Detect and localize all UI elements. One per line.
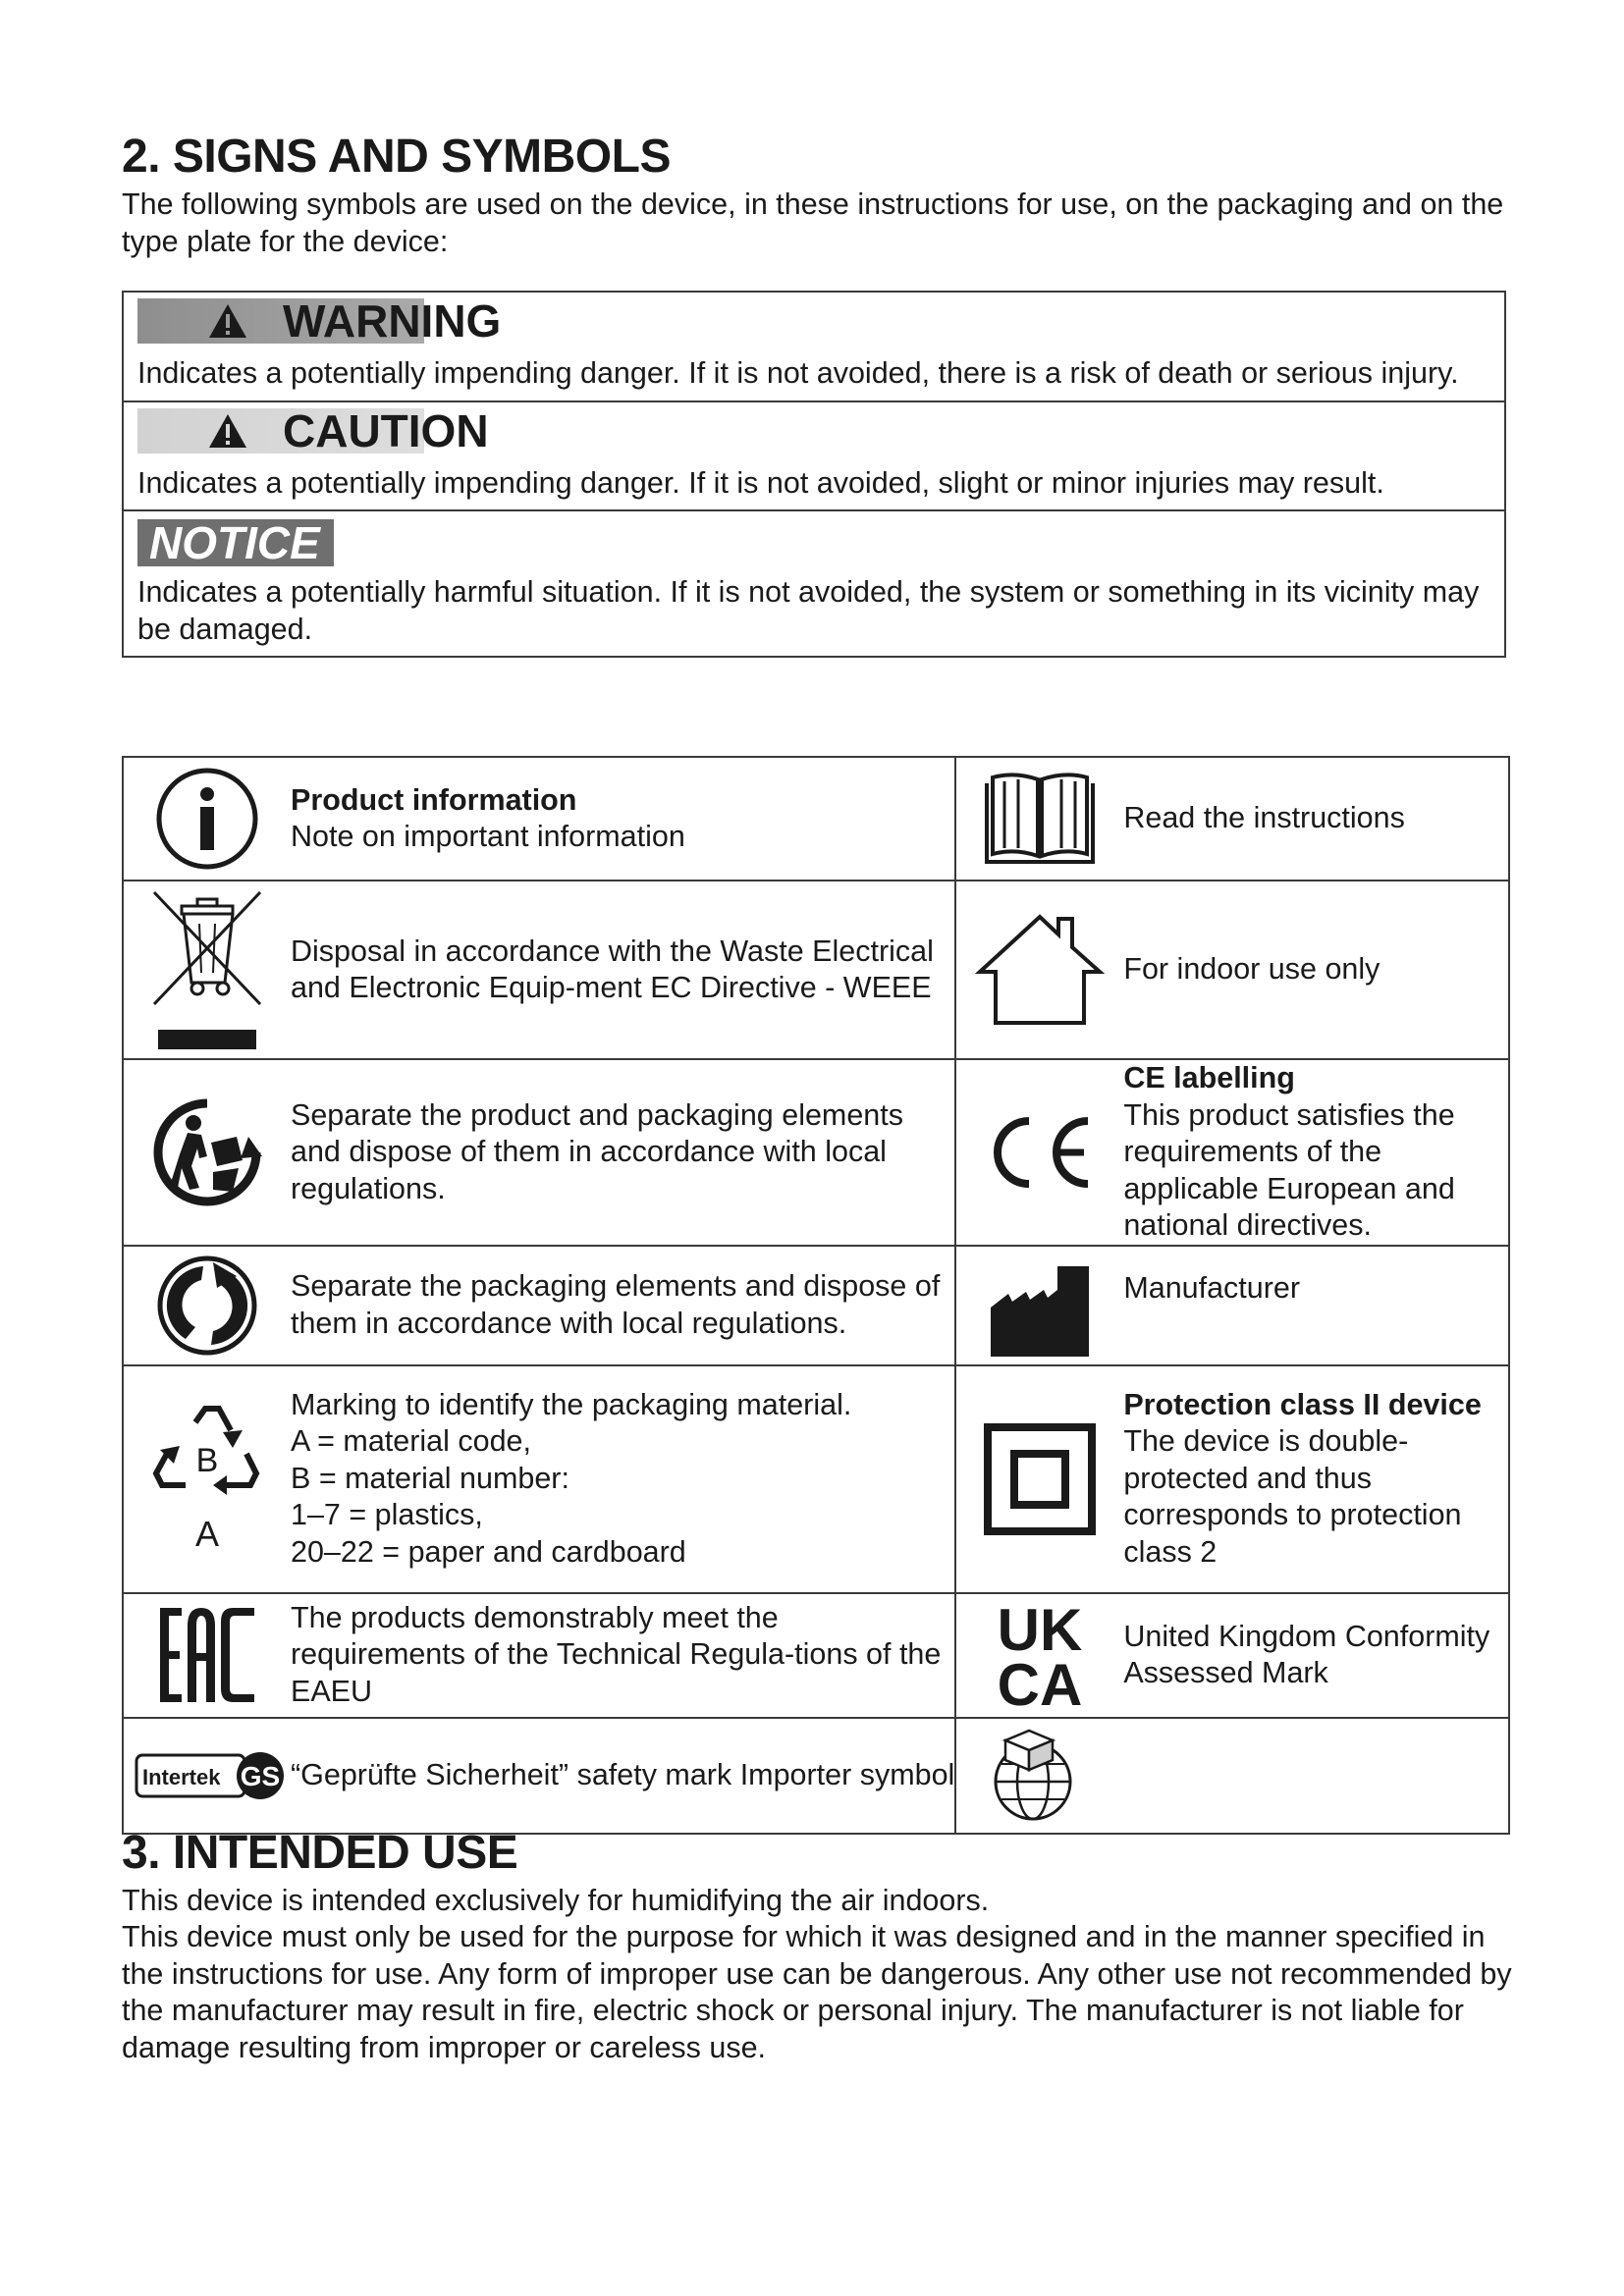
warning-row xyxy=(124,293,1504,402)
section-3-paragraph: This device must only be used for the purpose for which it was designed and in the manner specified in the instructions for use. Any form of improper use can be dangerous. Any other use not recommended by the manufacturer may result in fire, electric shock or personal injury. The manufacturer is not liable for damage resulting from improper or careless use. xyxy=(122,1920,1512,2064)
indoor-text: For indoor use only xyxy=(1123,952,1380,987)
importer-globe-icon xyxy=(990,1727,1076,1825)
caution-text: Indicates a potentially impending danger. If it is not avoided, slight or minor injuries may result. xyxy=(137,465,1384,500)
section-2-intro: The following symbols are used on the device, in these instructions for use, on the packaging and on the type plate for the device: xyxy=(122,187,1504,258)
recycling-line-4: 1–7 = plastics, xyxy=(291,1498,483,1532)
ukca-mark-line1: UK xyxy=(997,1601,1083,1663)
separate-product-text: Separate the product and packaging elements and dispose of them in accordance with local regulations. xyxy=(291,1097,903,1205)
eac-text: The products demonstrably meet the requirements of the Technical Regula-tions of the EAEU xyxy=(291,1600,942,1708)
ce-mark-icon xyxy=(982,1113,1098,1192)
recycling-letter-a: A xyxy=(194,1513,220,1554)
notice-text: Indicates a potentially harmful situation. If it is not avoided, the system or something in its vicinity may be damaged. xyxy=(137,575,1480,646)
warning-triangle-icon xyxy=(208,303,247,339)
table-row xyxy=(123,1593,1509,1718)
eac-mark-icon xyxy=(156,1604,258,1706)
table-row xyxy=(123,881,1509,1059)
warning-text: Indicates a potentially impending danger. If it is not avoided, there is a risk of death or serious injury. xyxy=(137,356,1459,390)
house-icon xyxy=(974,911,1106,1029)
section-3-line1: This device is intended exclusively for humidifying the air indoors. xyxy=(122,1884,990,1917)
product-info-title: Product information xyxy=(291,782,577,817)
section-2-title: 2. SIGNS AND SYMBOLS xyxy=(122,131,671,183)
recycling-code-icon xyxy=(148,1401,266,1558)
protection-class-text: The device is double-protected and thus corresponds to protection class 2 xyxy=(1123,1424,1462,1569)
symbols-table xyxy=(122,756,1510,1835)
weee-text: Disposal in accordance with the Waste Electrical and Electronic Equip-ment EC Directive - WEEE xyxy=(291,934,934,1004)
table-row xyxy=(123,1059,1509,1246)
table-row xyxy=(123,1718,1509,1834)
protection-class-title: Protection class II device xyxy=(1123,1387,1482,1421)
read-instructions-text: Read the instructions xyxy=(1123,801,1405,835)
ukca-mark-line2: CA xyxy=(997,1652,1083,1709)
caution-row xyxy=(124,402,1504,512)
recycling-line-3: B = material number: xyxy=(291,1461,569,1495)
gs-text: “Geprüfte Sicherheit” safety mark xyxy=(291,1757,732,1791)
recycling-line-5: 20–22 = paper and cardboard xyxy=(291,1534,686,1569)
notice-label: NOTICE xyxy=(137,519,334,566)
hazard-levels-box xyxy=(122,291,1506,658)
ce-text: This product satisfies the requirements of the applicable European and national directives. xyxy=(1123,1097,1455,1242)
importer-text: Importer symbol xyxy=(739,1757,955,1791)
caution-label: CAUTION xyxy=(283,404,489,456)
table-row xyxy=(123,1246,1509,1365)
manufacturer-text: Manufacturer xyxy=(1123,1270,1301,1305)
gs-logo-text: Intertek xyxy=(142,1764,221,1789)
book-icon xyxy=(983,770,1097,868)
ukca-text: United Kingdom Conformity Assessed Mark xyxy=(1123,1619,1490,1689)
table-row xyxy=(123,1365,1509,1593)
caution-triangle-icon xyxy=(208,413,247,449)
manufacturer-factory-icon xyxy=(989,1264,1091,1359)
recycling-line-1: Marking to identify the packaging material. xyxy=(291,1387,852,1421)
notice-row xyxy=(124,511,1504,656)
green-dot-icon xyxy=(156,1255,258,1357)
product-info-text: Note on important information xyxy=(291,820,685,853)
table-row xyxy=(123,757,1509,881)
section-3-title: 3. INTENDED USE xyxy=(122,1827,518,1879)
gs-intertek-logo-icon xyxy=(135,1749,286,1802)
gs-logo-gs: GS xyxy=(240,1760,281,1791)
protection-class-ii-icon xyxy=(983,1422,1097,1536)
separate-recycle-person-icon xyxy=(152,1097,262,1207)
separate-packaging-text: Separate the packaging elements and dispose of them in accordance with local regulations. xyxy=(291,1269,941,1340)
warning-label: WARNING xyxy=(283,295,502,347)
ukca-mark-icon xyxy=(985,1601,1095,1709)
recycling-letter-b: B xyxy=(195,1441,219,1479)
weee-bin-icon xyxy=(148,886,266,1053)
info-icon xyxy=(155,767,259,871)
ce-title: CE labelling xyxy=(1123,1061,1295,1095)
recycling-line-2: A = material code, xyxy=(291,1424,531,1459)
